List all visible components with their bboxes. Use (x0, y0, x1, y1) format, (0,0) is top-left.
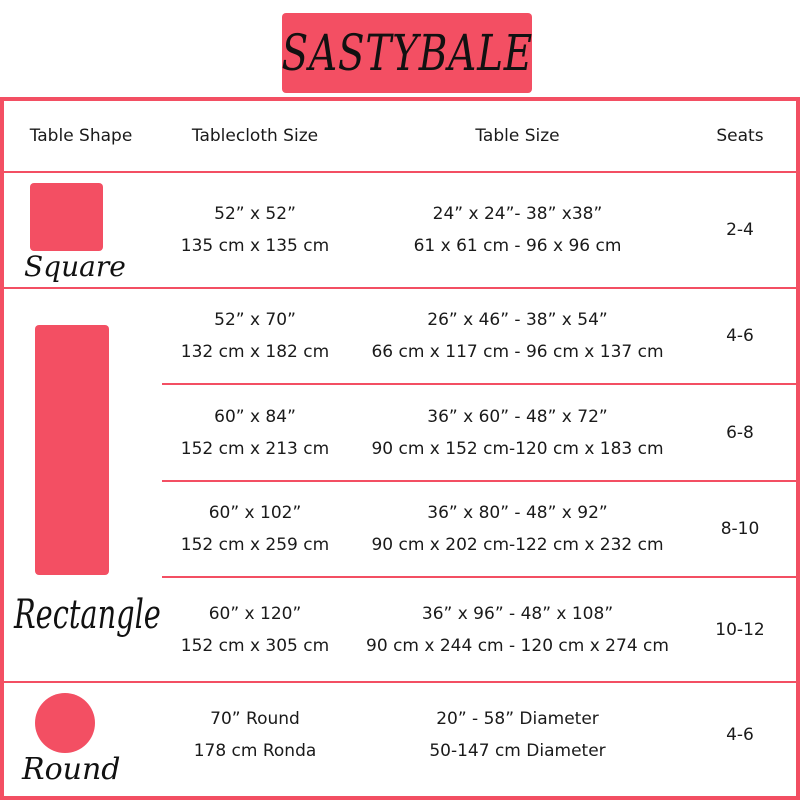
cloth-size-inches: 60” x 102” (208, 503, 302, 523)
rectangle-label: Rectangle (14, 592, 161, 638)
seats-value: 2-4 (726, 220, 754, 240)
table-size-cm: 90 cm x 244 cm - 120 cm x 274 cm (366, 635, 669, 656)
seats-value: 6-8 (726, 422, 754, 443)
table-size-cm: 90 cm x 202 cm-122 cm x 232 cm (371, 535, 664, 555)
table-row (350, 173, 685, 287)
round-shape-icon (35, 693, 95, 753)
seats-value: 8-10 (720, 519, 760, 539)
table-size-cm: 66 cm x 117 cm - 96 cm x 137 cm (371, 342, 664, 362)
cloth-size-cm: 135 cm x 135 cm (180, 236, 330, 256)
seats-value: 10-12 (715, 619, 765, 640)
cloth-size-inches: 70” Round (210, 709, 300, 729)
header-table-shape: Table Shape (29, 126, 133, 146)
table-row (160, 578, 350, 681)
rectangle-shape-icon (35, 325, 109, 575)
square-label: Square (24, 250, 126, 283)
table-size-inches: 36” x 80” - 48” x 92” (427, 503, 608, 523)
table-row (350, 289, 685, 383)
table-row (160, 289, 350, 383)
table-row (350, 683, 685, 787)
table-size-cm: 50-147 cm Diameter (429, 741, 606, 761)
cloth-size-cm: 132 cm x 182 cm (180, 342, 330, 362)
cloth-size-inches: 60” x 120” (208, 603, 302, 624)
cloth-size-cm: 178 cm Ronda (193, 741, 317, 761)
table-row (160, 173, 350, 287)
brand-banner (282, 13, 532, 93)
table-size-inches: 26” x 46” - 38” x 54” (427, 310, 608, 330)
header-table-size: Table Size (475, 126, 560, 146)
cloth-size-cm: 152 cm x 305 cm (180, 635, 330, 656)
cloth-size-inches: 52” x 70” (214, 310, 296, 330)
table-row (160, 683, 350, 787)
table-row (350, 385, 685, 480)
table-size-cm: 61 x 61 cm - 96 x 96 cm (413, 236, 622, 256)
cloth-size-cm: 152 cm x 213 cm (180, 438, 330, 459)
table-size-inches: 36” x 96” - 48” x 108” (421, 603, 614, 624)
table-row (350, 578, 685, 681)
square-shape-icon (30, 183, 103, 251)
header-seats: Seats (716, 126, 764, 146)
table-row (160, 385, 350, 480)
seats-value: 4-6 (726, 725, 754, 745)
table-row (160, 482, 350, 576)
seats-value: 4-6 (726, 326, 754, 346)
cloth-size-inches: 60” x 84” (214, 406, 296, 427)
round-label: Round (22, 752, 121, 787)
table-size-inches: 20” - 58” Diameter (436, 709, 599, 729)
table-size-inches: 36” x 60” - 48” x 72” (427, 406, 608, 427)
cloth-size-inches: 52” x 52” (214, 204, 296, 224)
cloth-size-cm: 152 cm x 259 cm (180, 535, 330, 555)
table-size-inches: 24” x 24”- 38” x38” (432, 204, 603, 224)
brand-title: SASTYBALE (281, 24, 533, 82)
table-row (350, 482, 685, 576)
header-tablecloth-size: Tablecloth Size (191, 126, 319, 146)
table-size-cm: 90 cm x 152 cm-120 cm x 183 cm (371, 438, 664, 459)
